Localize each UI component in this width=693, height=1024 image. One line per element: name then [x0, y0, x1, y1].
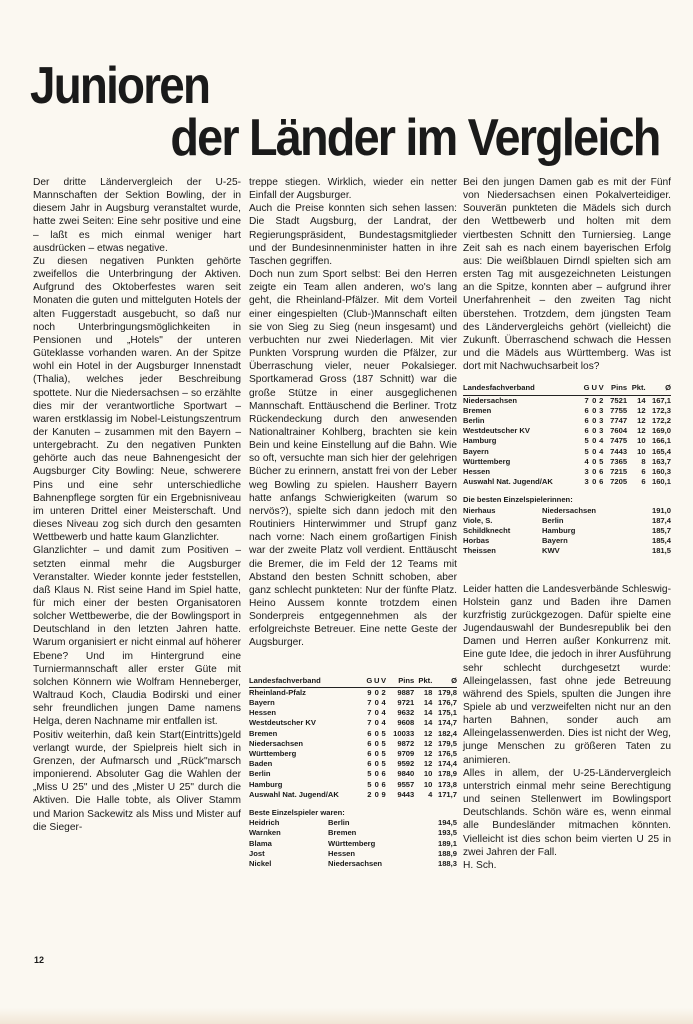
best-player-row: [249, 859, 457, 869]
cell-v: 5: [381, 759, 386, 769]
cell-v: 9: [381, 789, 386, 799]
headline-line-2: [0, 110, 660, 166]
col-header-g: G: [583, 383, 591, 395]
cell-g: 6: [367, 759, 372, 769]
cell-name: Nickel: [249, 859, 272, 869]
cell-v: 4: [599, 436, 604, 446]
cell-team: Württemberg: [249, 749, 297, 759]
cell-team: Hamburg: [463, 436, 497, 446]
cell-team: Niedersachsen: [542, 505, 597, 515]
cell-avg: 167,1: [651, 395, 671, 405]
men-best-table: [249, 818, 457, 869]
cell-avg: 178,9: [437, 769, 457, 779]
cell-avg: 182,4: [437, 728, 457, 738]
article-column-3: [463, 176, 671, 872]
cell-name: Heidrich: [249, 818, 280, 828]
cell-u: 0: [592, 415, 597, 425]
cell-v: 2: [381, 687, 386, 697]
cell-u: 0: [592, 426, 597, 436]
cell-team: Bremen: [249, 728, 278, 738]
cell-pins: 7443: [610, 446, 628, 456]
cell-pkt: 14: [423, 708, 433, 718]
best-player-row: [463, 546, 671, 556]
headline-line-1: Junioren: [30, 57, 210, 115]
cell-u: 0: [374, 759, 379, 769]
men-best-title: Beste Einzelspieler waren:: [249, 808, 345, 818]
cell-pkt: 12: [423, 759, 433, 769]
cell-u: 0: [374, 728, 379, 738]
cell-team: Westdeutscher KV: [249, 718, 316, 728]
table-row: [249, 759, 457, 769]
cell-avg: 188,9: [437, 848, 457, 858]
cell-g: 3: [584, 466, 589, 476]
table-row: [463, 426, 671, 436]
cell-g: 5: [584, 436, 589, 446]
best-player-row: [249, 828, 457, 838]
cell-pins: 7215: [610, 466, 628, 476]
cell-g: 4: [584, 456, 589, 466]
table-row: [463, 477, 671, 487]
cell-avg: 165,4: [651, 446, 671, 456]
cell-pkt: 12: [637, 405, 646, 415]
cell-v: 6: [599, 477, 604, 487]
cell-team: Niedersachsen: [463, 395, 518, 405]
cell-team: Auswahl Nat. Jugend/AK: [249, 789, 339, 799]
cell-avg: 172,3: [651, 405, 671, 415]
paragraph: Alles in allem, der U-25-Ländervergleich unterstrich einmal mehr seine Berechtigung und seinen Stellenwert im Bowlingsport Deutschlands. Schön wäre es, wenn einmal alle Bundesländer mitmachen könnten. Vielleicht ist dies schon beim vierten U 25 in zwei Jahren der Fall.: [463, 767, 671, 858]
cell-pkt: 14: [423, 698, 433, 708]
col-header-team: Landesfachverband: [463, 383, 583, 395]
cell-g: 6: [367, 728, 372, 738]
cell-pins: 7755: [610, 405, 628, 415]
cell-v: 5: [599, 456, 604, 466]
cell-name: Schildknecht: [463, 525, 511, 535]
women-best-title: Die besten Einzelspielerinnen:: [463, 495, 573, 505]
col-header-pkt: Pkt.: [627, 383, 646, 395]
cell-avg: 160,3: [651, 466, 671, 476]
cell-name: Jost: [249, 848, 265, 858]
cell-pins: 9872: [397, 738, 415, 748]
women-best-table: [463, 506, 671, 557]
cell-g: 2: [367, 789, 372, 799]
paragraph: Doch nun zum Sport selbst: Bei den Herren zeigte ein Team allen anderen, wo's lang geht, die Rheinland-Pfälzer. Mit dem Vorteil einer eingespielten (Club-)Mannschaft eilten sie von Sieg zu Sieg (neun insgesamt) und verbuchten nur zwei Niederlagen. Mit vier Punkten Vorsprung wurden die Pfälzer, zur Überraschung vieler, neuer Pokalsieger. Sportkamerad Gross (187 Schnitt) war die große Stütze in einer ausgeglichenen Mannschaft. Enttäuschend die Berliner. Trotz Rückendeckung durch den anwesenden Nationaltrainer Kohlberg, brachten sie kein Bein und keine Einstellung auf die Bahn. Wie so oft, versuchte man sich hier der gelehrigen Bücher zu erinnern, anstatt frei von der Leber weg Bowling zu spielen. Hausherr Bayern hatte anfangs Schwierigkeiten (warum so nervös?), spielte sich dann jedoch mit den Routiniers Hinterwimmer und Strupf ganz nach vorne: Nach einem großartigen Finish war der zweite Platz voll verdient. Enttäuscht die Bremer, die im Feld der 12 Teams mit Abstand den besten Schnitt schoben, aber ganz schlecht punkteten: Nur der fünfte Platz. Heino Aussem konnte trotzdem einen Sonderpreis entgegennehmen als der erfolgreichste Betreuer. Eine nette Geste der Augsburger.: [249, 269, 457, 649]
cell-u: 0: [592, 446, 597, 456]
article-column-2: [249, 176, 457, 869]
cell-pkt: 8: [641, 456, 646, 466]
cell-g: 6: [367, 738, 372, 748]
headline-line-2-text: der Länder im Vergleich: [170, 109, 660, 167]
col-header-avg: Ø: [646, 383, 671, 395]
cell-v: 6: [381, 769, 386, 779]
cell-v: 4: [381, 708, 386, 718]
cell-avg: 191,0: [651, 505, 671, 515]
cell-u: 0: [374, 718, 379, 728]
cell-g: 5: [367, 779, 372, 789]
cell-pkt: 12: [637, 426, 646, 436]
cell-v: 6: [381, 779, 386, 789]
col-header-team: Landesfachverband: [249, 676, 366, 688]
paragraph: Zu diesen negativen Punkten gehörte zweifellos die Unterbringung der Aktiven. Aufgrund des Oktoberfestes waren seit Monaten die guten und mittelguten Hotels der alten Fuggerstadt ausgebucht, so daß nur noch Unterbringungsmöglichkeiten in Pensionen und „Hotels" der unteren Güteklasse vorhanden waren. An der Spitze wohl ein Hotel in der Augsburger Innenstadt (Thalia), welches jeder Beschreibung spottete. Nur die Niedersachsen – so erzählte dies mir der verantwortliche Sportwart – waren erstklassig im Nobel-Leistungszentrum der Kanuten – zusammen mit den Bayern – untergebracht. Zu den negativen Punkten gehörte auch das neue Bahnengesicht der Augsburger City Bowling: Neue, schwerere Pins und eine sehr unterschiedliche Bahnenpflege sorgten für ein Ergebnisniveau im unteren Drittel einer Meisterschaft. Und dieses Niveau zog sich durch den gesamten Wettbewerb und hatte kaum Glanzlichter.: [33, 255, 241, 544]
cell-name: Nierhaus: [463, 505, 496, 515]
cell-team: Hamburg: [542, 525, 576, 535]
cell-u: 0: [374, 708, 379, 718]
cell-team: Auswahl Nat. Jugend/AK: [463, 477, 553, 487]
paragraph: Der dritte Ländervergleich der U-25-Mannschaften der Sektion Bowling, der in diesem Jahr in Augsburg veranstaltet wurde, hatte zwei Seiten: Eine sehr positive und eine – laßt es mich einmal weniger hart ausdrücken – etwas negative.: [33, 177, 241, 254]
cell-team: Bayern: [463, 446, 489, 456]
best-player-row: [249, 839, 457, 849]
table-row: [249, 718, 457, 728]
cell-avg: 176,7: [437, 698, 457, 708]
col-header-avg: Ø: [432, 676, 457, 688]
cell-v: 5: [381, 728, 386, 738]
cell-avg: 174,4: [437, 759, 457, 769]
cell-g: 6: [367, 749, 372, 759]
men-results-table: [249, 676, 457, 800]
best-player-row: [249, 818, 457, 828]
cell-team: Hessen: [249, 708, 277, 718]
cell-avg: 171,7: [437, 789, 457, 799]
cell-g: 7: [584, 395, 589, 405]
cell-name: Viole, S.: [463, 515, 493, 525]
article-column-1: [33, 176, 241, 834]
cell-v: 6: [599, 466, 604, 476]
col-header-v: V: [380, 676, 387, 688]
col-header-pkt: Pkt.: [414, 676, 432, 688]
cell-g: 5: [584, 446, 589, 456]
cell-avg: 176,5: [437, 749, 457, 759]
cell-pkt: 10: [423, 779, 433, 789]
table-header-row: [463, 383, 671, 395]
cell-avg: 160,1: [651, 477, 671, 487]
cell-team: Württemberg: [328, 838, 376, 848]
cell-pkt: 14: [637, 395, 646, 405]
cell-v: 5: [381, 738, 386, 748]
cell-u: 0: [374, 749, 379, 759]
table-row: [249, 749, 457, 759]
cell-v: 5: [381, 749, 386, 759]
paragraph: Auch die Preise konnten sich sehen lassen: Die Stadt Augsburg, der Landrat, der Regierungspräsident, Bundestagsmitglieder und der Bundesinnenminister hatten in ihre Taschen gegriffen.: [249, 203, 457, 267]
cell-pins: 9608: [397, 718, 415, 728]
cell-team: Hessen: [463, 466, 491, 476]
col-header-pins: Pins: [605, 383, 628, 395]
cell-u: 0: [374, 789, 379, 799]
cell-team: Niedersachsen: [249, 738, 304, 748]
cell-avg: 179,5: [437, 738, 457, 748]
cell-pkt: 12: [423, 749, 433, 759]
cell-g: 5: [367, 769, 372, 779]
cell-v: 4: [381, 718, 386, 728]
cell-u: 0: [374, 779, 379, 789]
cell-team: Hessen: [328, 848, 356, 858]
page-number: 12: [34, 955, 45, 965]
col-header-u: U: [373, 676, 380, 688]
table-row: [249, 739, 457, 749]
cell-g: 7: [367, 708, 372, 718]
cell-pins: 7205: [610, 477, 628, 487]
cell-g: 6: [584, 405, 589, 415]
cell-pkt: 12: [423, 738, 433, 748]
cell-name: Theissen: [463, 546, 496, 556]
cell-team: Berlin: [463, 415, 485, 425]
col-header-g: G: [366, 676, 374, 688]
table-row: [463, 457, 671, 467]
cell-team: Baden: [249, 759, 273, 769]
cell-g: 6: [584, 426, 589, 436]
cell-v: 3: [599, 426, 604, 436]
cell-g: 7: [367, 698, 372, 708]
cell-pkt: 10: [423, 769, 433, 779]
table-row: [463, 416, 671, 426]
cell-avg: 194,5: [437, 818, 457, 828]
cell-v: 3: [599, 415, 604, 425]
page-edge: [0, 1008, 693, 1024]
cell-u: 0: [374, 687, 379, 697]
best-player-row: [463, 526, 671, 536]
cell-g: 9: [367, 687, 372, 697]
col-header-v: V: [598, 383, 605, 395]
table-row: [463, 436, 671, 446]
cell-avg: 189,1: [437, 838, 457, 848]
cell-pins: 9443: [397, 789, 415, 799]
table-row: [249, 769, 457, 779]
cell-g: 6: [584, 415, 589, 425]
cell-team: Niedersachsen: [328, 859, 383, 869]
cell-avg: 166,1: [651, 436, 671, 446]
table-row: [249, 790, 457, 800]
cell-pins: 9632: [397, 708, 415, 718]
cell-team: Bremen: [463, 405, 492, 415]
cell-avg: 173,8: [437, 779, 457, 789]
cell-pkt: 10: [637, 436, 646, 446]
cell-g: 7: [367, 718, 372, 728]
cell-pins: 7747: [610, 415, 628, 425]
paragraph: treppe stiegen. Wirklich, wieder ein netter Einfall der Augsburger.: [249, 177, 457, 202]
best-player-row: [463, 516, 671, 526]
cell-avg: 163,7: [651, 456, 671, 466]
cell-team: Bremen: [328, 828, 357, 838]
cell-u: 0: [374, 698, 379, 708]
cell-name: Blama: [249, 838, 272, 848]
author-signature: H. Sch.: [463, 859, 497, 871]
best-player-row: [463, 506, 671, 516]
cell-pins: 9887: [397, 687, 415, 697]
table-row: [463, 395, 671, 406]
cell-avg: 185,4: [651, 536, 671, 546]
cell-pkt: 6: [641, 477, 646, 487]
paragraph: Positiv weiterhin, daß kein Start(Eintritts)geld verlangt wurde, der Spielpreis hielt sich in Grenzen, der Aufmarsch und „Rück"marsch imponierend. Absoluter Gag die Wahlen der „Miss U 25" und des „Mister U 25" durch die Aktiven. Die Halle tobte, als Oliver Stamm und Marion Sackewitz als Miss und Mister auf die Sieger-: [33, 729, 241, 833]
cell-avg: 179,8: [437, 687, 457, 697]
cell-team: Westdeutscher KV: [463, 426, 530, 436]
table-row: [463, 467, 671, 477]
cell-pkt: 4: [428, 789, 433, 799]
cell-pkt: 12: [637, 415, 646, 425]
cell-g: 3: [584, 477, 589, 487]
best-player-row: [249, 849, 457, 859]
cell-pins: 7521: [610, 395, 628, 405]
paragraph: Glanzlichter – und damit zum Positiven – setzten einmal mehr die Augsburger Veranstalter. Wieder konnte jeder feststellen, daß Klaus N. Rist seine Hand im Spiel hatte, für mich einer der besten Organisatoren solcher Wettbewerbe, die der Bowlingsport in Deutschland in den letzten Jahren hatte. Warum organisiert er nicht einmal auf höherer Ebene? Und im Hintergrund eine Turniermannschaft aller erster Güte mit solchen Könnern wie Wolfram Henneberger, Waltraud Koch, Claudia Bodirski und einer sehr freundlichen jungen Dame namens Helga, deren Nachname mir entfallen ist.: [33, 545, 241, 728]
cell-pins: 7475: [610, 436, 628, 446]
table-row: [249, 729, 457, 739]
cell-u: 0: [374, 738, 379, 748]
cell-avg: 187,4: [651, 515, 671, 525]
cell-avg: 193,5: [437, 828, 457, 838]
cell-name: Warnken: [249, 828, 281, 838]
cell-avg: 185,7: [651, 525, 671, 535]
cell-pins: 9709: [397, 749, 415, 759]
cell-v: 2: [599, 395, 604, 405]
table-row: [249, 708, 457, 718]
cell-pins: 7604: [610, 426, 628, 436]
cell-avg: 175,1: [437, 708, 457, 718]
cell-pins: 9592: [397, 759, 415, 769]
cell-avg: 172,2: [651, 415, 671, 425]
cell-team: Berlin: [542, 515, 564, 525]
best-player-row: [463, 536, 671, 546]
cell-pkt: 12: [423, 728, 433, 738]
cell-u: 0: [592, 456, 597, 466]
cell-u: 0: [374, 769, 379, 779]
cell-v: 3: [599, 405, 604, 415]
cell-pins: 9721: [397, 698, 415, 708]
cell-pkt: 18: [423, 687, 433, 697]
women-results-table: [463, 383, 671, 487]
cell-pkt: 14: [423, 718, 433, 728]
table-row: [249, 687, 457, 698]
cell-team: Hamburg: [249, 779, 283, 789]
cell-v: 4: [381, 698, 386, 708]
cell-team: Rheinland-Pfalz: [249, 687, 306, 697]
cell-u: 0: [592, 436, 597, 446]
cell-team: KWV: [542, 546, 560, 556]
cell-avg: 174,7: [437, 718, 457, 728]
cell-v: 4: [599, 446, 604, 456]
paragraph: Leider hatten die Landesverbände Schleswig-Holstein ganz und Baden ihre Damen kurzfristig zurückgezogen. Dafür spielte eine Jugendauswahl der Bundesrepublik bei den Damen und Herren außer Konkurrenz mit. Eine gute Idee, die jedoch in ihrer Ausführung sehr schlecht durchgesetzt wurde: Alleingelassen, fast ohne jede Betreuung während des Spiels, spulten die Jungen ihre Spiele ab und verzweifelten nicht nur an den harten Bahnen, sonder auch am Alleingelassenwerden. Dies ist nicht der Weg, junge Menschen zu größeren Taten zu animieren.: [463, 583, 671, 766]
table-header-row: [249, 676, 457, 688]
col-header-u: U: [591, 383, 598, 395]
cell-u: 0: [592, 466, 597, 476]
cell-pins: 9557: [397, 779, 415, 789]
cell-avg: 188,3: [437, 859, 457, 869]
cell-pkt: 6: [641, 466, 646, 476]
cell-u: 0: [592, 395, 597, 405]
cell-u: 0: [592, 405, 597, 415]
cell-name: Horbas: [463, 536, 490, 546]
cell-pkt: 10: [637, 446, 646, 456]
cell-pins: 10033: [393, 728, 415, 738]
cell-team: Württemberg: [463, 456, 511, 466]
cell-avg: 181,5: [651, 546, 671, 556]
table-row: [463, 447, 671, 457]
cell-pins: 7365: [610, 456, 628, 466]
cell-avg: 169,0: [651, 426, 671, 436]
table-row: [463, 406, 671, 416]
cell-team: Berlin: [249, 769, 271, 779]
cell-team: Berlin: [328, 818, 350, 828]
table-row: [249, 780, 457, 790]
cell-team: Bayern: [542, 536, 568, 546]
paragraph: Bei den jungen Damen gab es mit der Fünf von Niedersachsen einen Pokalverteidiger. Souverän punkteten die Mädels sich durch den Wettbewerb und holten mit dem viertbesten Schnitt den Turniersieg. Lange Zeit sah es nach einem bayerischen Erfolg aus: Die weißblauen Dirndl spielten sich am ersten Tag mit ausgezeichneten Leistungen an die Spitze, konnten aber – aufgrund ihrer Unerfahrenheit – den zweiten Tag nicht überstehen. Trotzdem, dem jüngsten Team des Ländervergleichs gehört (vielleicht) die Zukunft. Überraschend schwach die Hessen und die Mädels aus Württemberg. Was ist dort mit Nachwuchsarbeit los?: [463, 177, 671, 373]
cell-u: 0: [592, 477, 597, 487]
cell-pins: 9840: [397, 769, 415, 779]
table-row: [249, 698, 457, 708]
cell-team: Bayern: [249, 698, 275, 708]
col-header-pins: Pins: [387, 676, 414, 688]
